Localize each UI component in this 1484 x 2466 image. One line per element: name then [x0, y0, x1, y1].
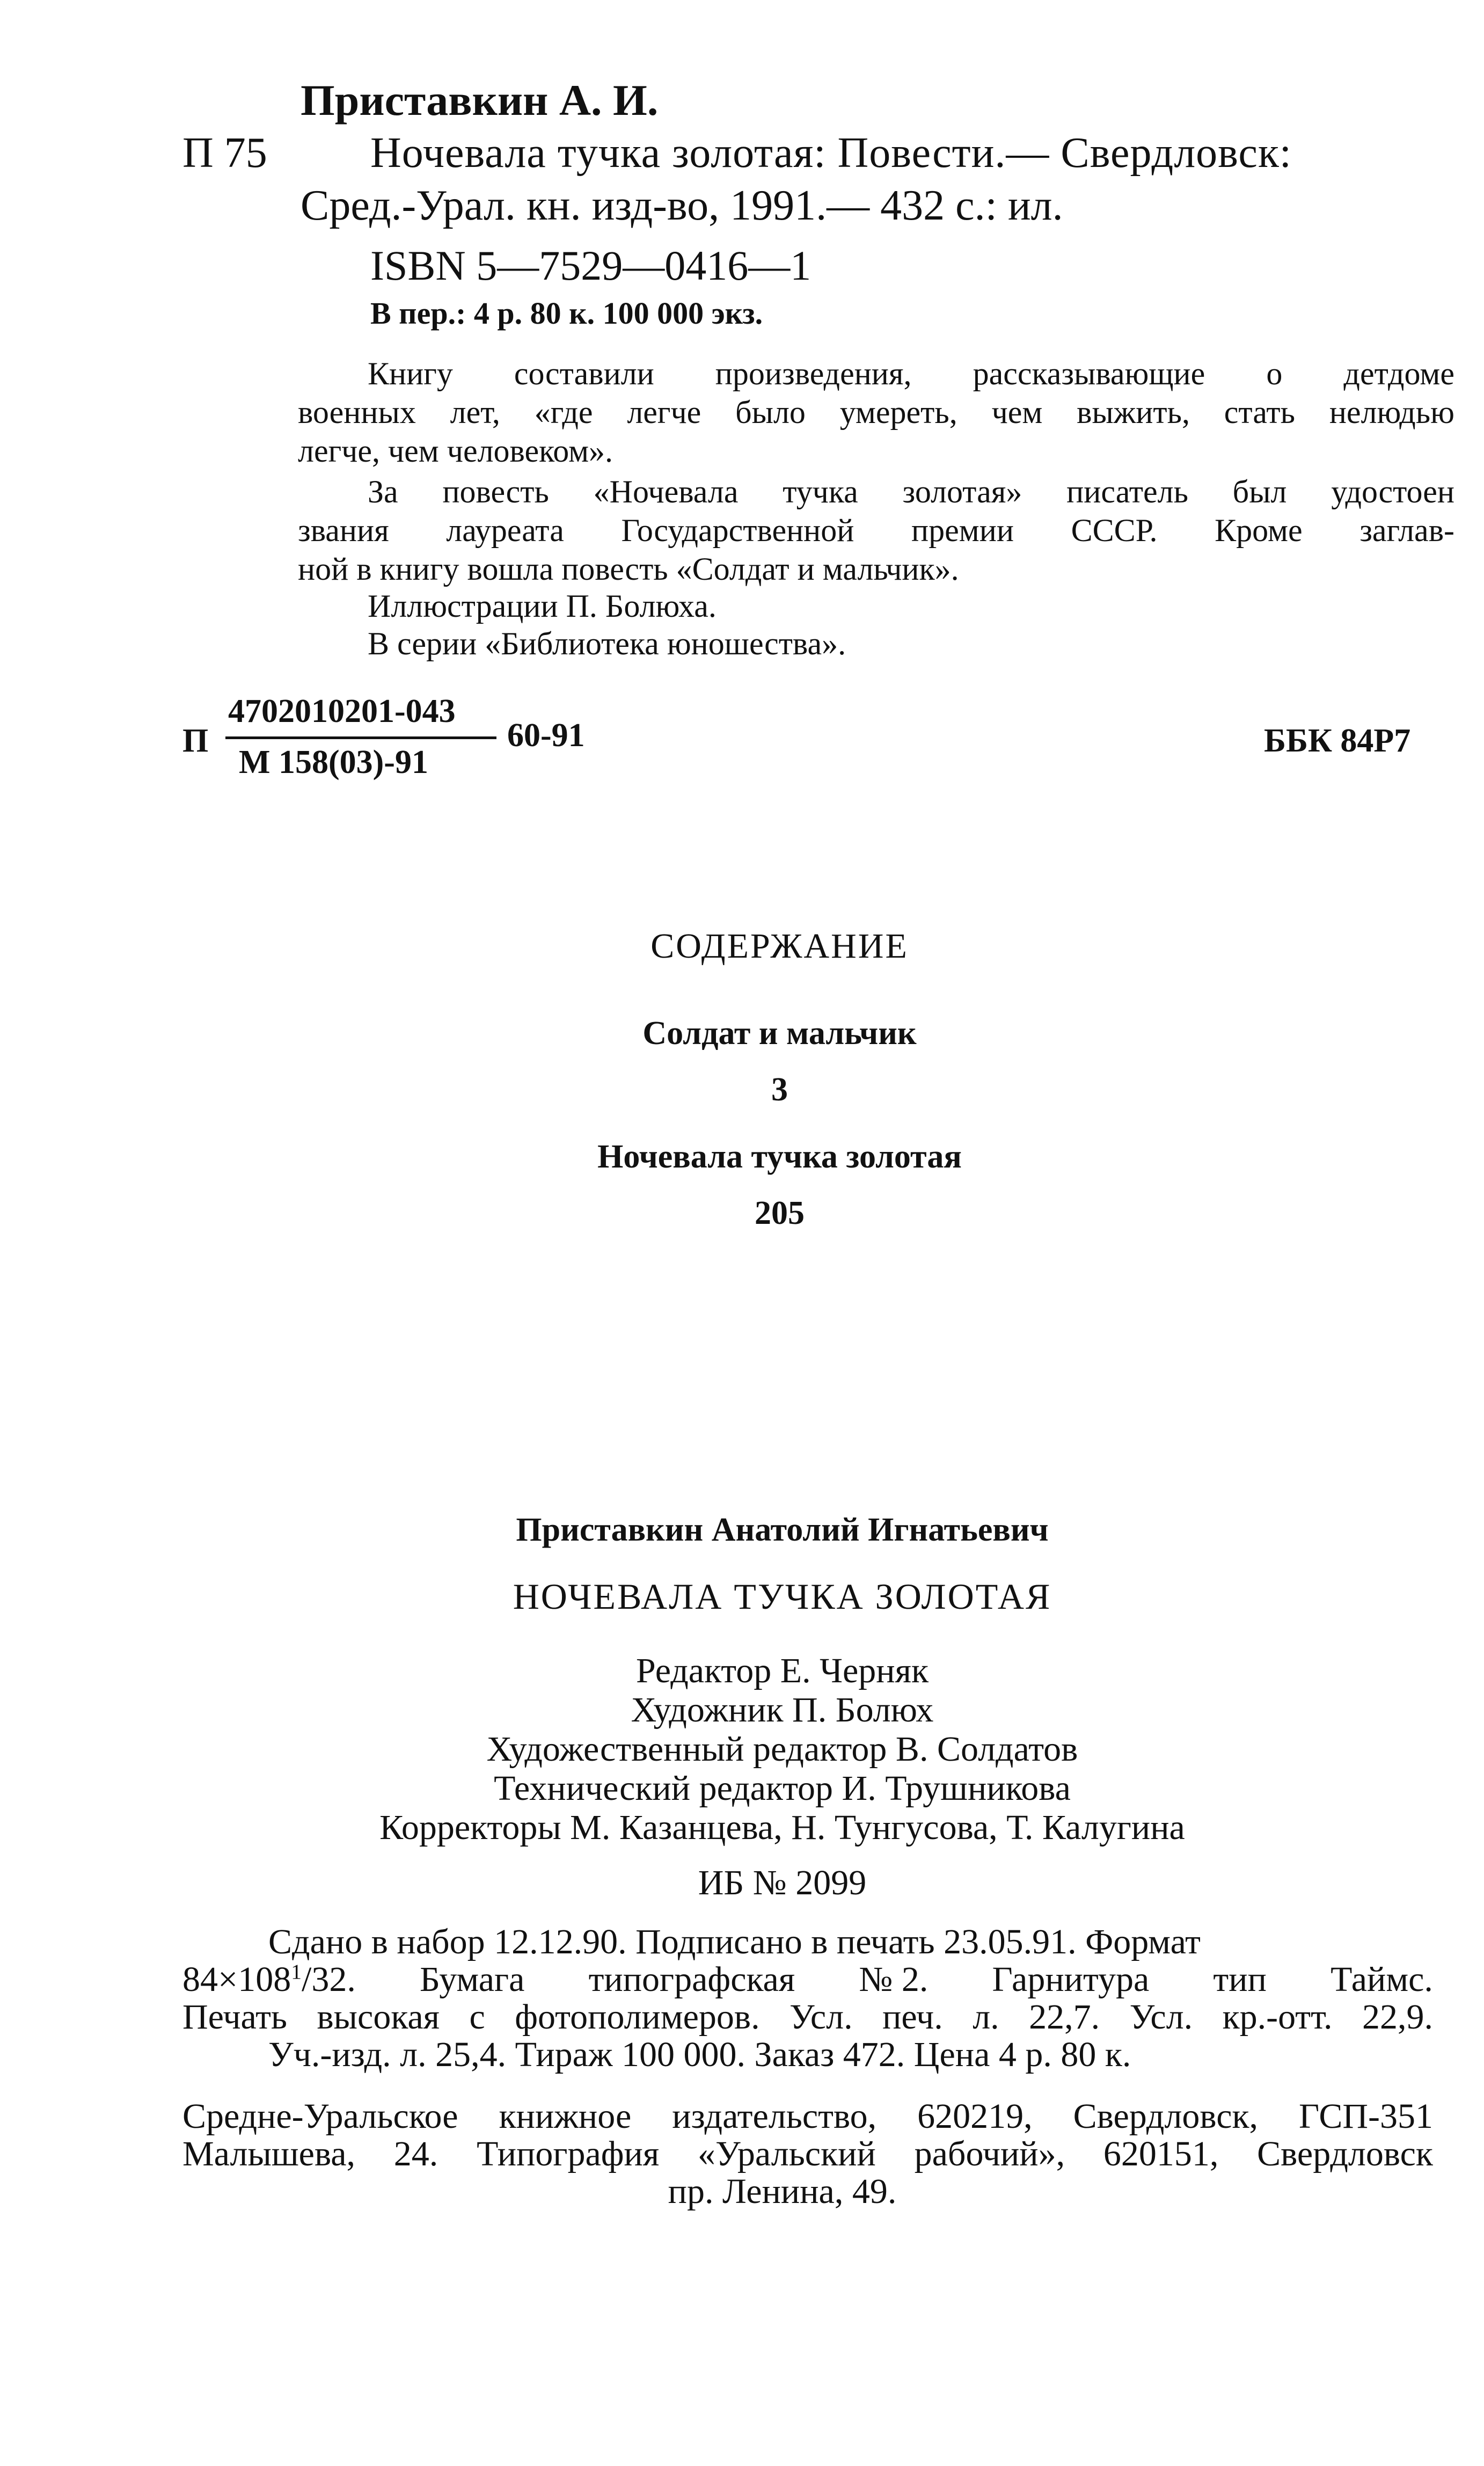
annotation-line: военных лет, «где легче было умереть, чем выжить, стать нелюдью: [298, 395, 1454, 430]
card-index: П 75: [182, 129, 267, 177]
classification-denominator: М 158(03)-91: [239, 744, 428, 780]
annotation-paragraph-2: [298, 472, 1454, 588]
annotation-line: За повесть «Ночевала тучка золотая» писатель был удостоен: [368, 474, 1454, 509]
colophon-author: Приставкин Анатолий Игнатьевич: [516, 1512, 1049, 1548]
paper-format: [182, 1959, 356, 2000]
print-info-word: типографская: [588, 1960, 795, 1999]
annotation-line: легче, чем человеком».: [298, 433, 613, 469]
bbk-code: ББК 84Р7: [1264, 723, 1411, 759]
print-info-line2: [182, 1959, 1433, 2000]
contents-item-page: 3: [771, 1071, 788, 1108]
card-isbn: ISBN 5—7529—0416—1: [370, 242, 812, 289]
classification-numerator: 4702010201-043: [228, 693, 456, 729]
credit-line: Корректоры М. Казанцева, Н. Тунгусова, Т. Калугина: [379, 1808, 1185, 1847]
print-info-word: Гарнитура: [992, 1960, 1150, 1999]
format-sup: 1: [291, 1960, 302, 1983]
contents-item-page: 205: [755, 1195, 805, 1231]
credit-line: Художник П. Болюх: [631, 1690, 934, 1730]
credit-line: Редактор Е. Черняк: [635, 1651, 929, 1690]
format-sub: /32.: [302, 1960, 356, 1999]
annotation-paragraph-1: [298, 354, 1454, 470]
print-info-word: № 2.: [859, 1960, 929, 1999]
format-main: 84×108: [182, 1960, 291, 1999]
annotation-line: звания лауреата Государственной премии СССР. Кроме заглав-: [298, 513, 1454, 548]
contents-item-title: Ночевала тучка золотая: [597, 1139, 962, 1175]
credit-line: Художественный редактор В. Солдатов: [486, 1730, 1078, 1769]
print-info-word: тип: [1213, 1960, 1267, 1999]
print-info-word: Бумага: [420, 1960, 525, 1999]
colophon-title: НОЧЕВАЛА ТУЧКА ЗОЛОТАЯ: [513, 1576, 1052, 1617]
annotation-line: ной в книгу вошла повесть «Солдат и мальчик».: [298, 551, 959, 587]
classification-prefix: П: [182, 723, 209, 759]
ib-number: ИБ № 2099: [698, 1863, 867, 1902]
contents-item-title: Солдат и мальчик: [642, 1015, 917, 1052]
contents-heading: СОДЕРЖАНИЕ: [650, 926, 909, 966]
publisher-line1: Средне-Уральское книжное издательство, 620219, Свердловск, ГСП-351: [182, 2097, 1433, 2136]
print-info-word: Таймс.: [1331, 1960, 1433, 1999]
publisher-line3: пр. Ленина, 49.: [668, 2172, 897, 2211]
print-info-line4: Уч.-изд. л. 25,4. Тираж 100 000. Заказ 472. Цена 4 р. 80 к.: [268, 2035, 1131, 2074]
classification-suffix: 60-91: [507, 717, 585, 754]
card-title-line1: Ночевала тучка золотая: Повести.— Свердловск:: [370, 129, 1292, 177]
card-author: Приставкин А. И.: [301, 76, 659, 125]
publisher-line2: Малышева, 24. Типография «Уральский рабочий», 620151, Свердловск: [182, 2134, 1433, 2173]
annotation-line: Книгу составили произведения, рассказывающие о детдоме: [368, 356, 1454, 391]
annotation-series: В серии «Библиотека юношества».: [368, 626, 846, 661]
classification-fraction-line: [225, 736, 496, 739]
card-price-line: В пер.: 4 р. 80 к. 100 000 экз.: [370, 296, 763, 331]
print-info-line1: Сдано в набор 12.12.90. Подписано в печать 23.05.91. Формат: [268, 1922, 1201, 1961]
annotation-illustrations: Иллюстрации П. Болюха.: [368, 588, 717, 624]
card-title-line2: Сред.-Урал. кн. изд-во, 1991.— 432 с.: ил.: [301, 182, 1063, 229]
credit-line: Технический редактор И. Трушникова: [494, 1769, 1071, 1808]
print-info-line3: Печать высокая с фотополимеров. Усл. печ. л. 22,7. Усл. кр.-отт. 22,9.: [182, 1997, 1433, 2037]
